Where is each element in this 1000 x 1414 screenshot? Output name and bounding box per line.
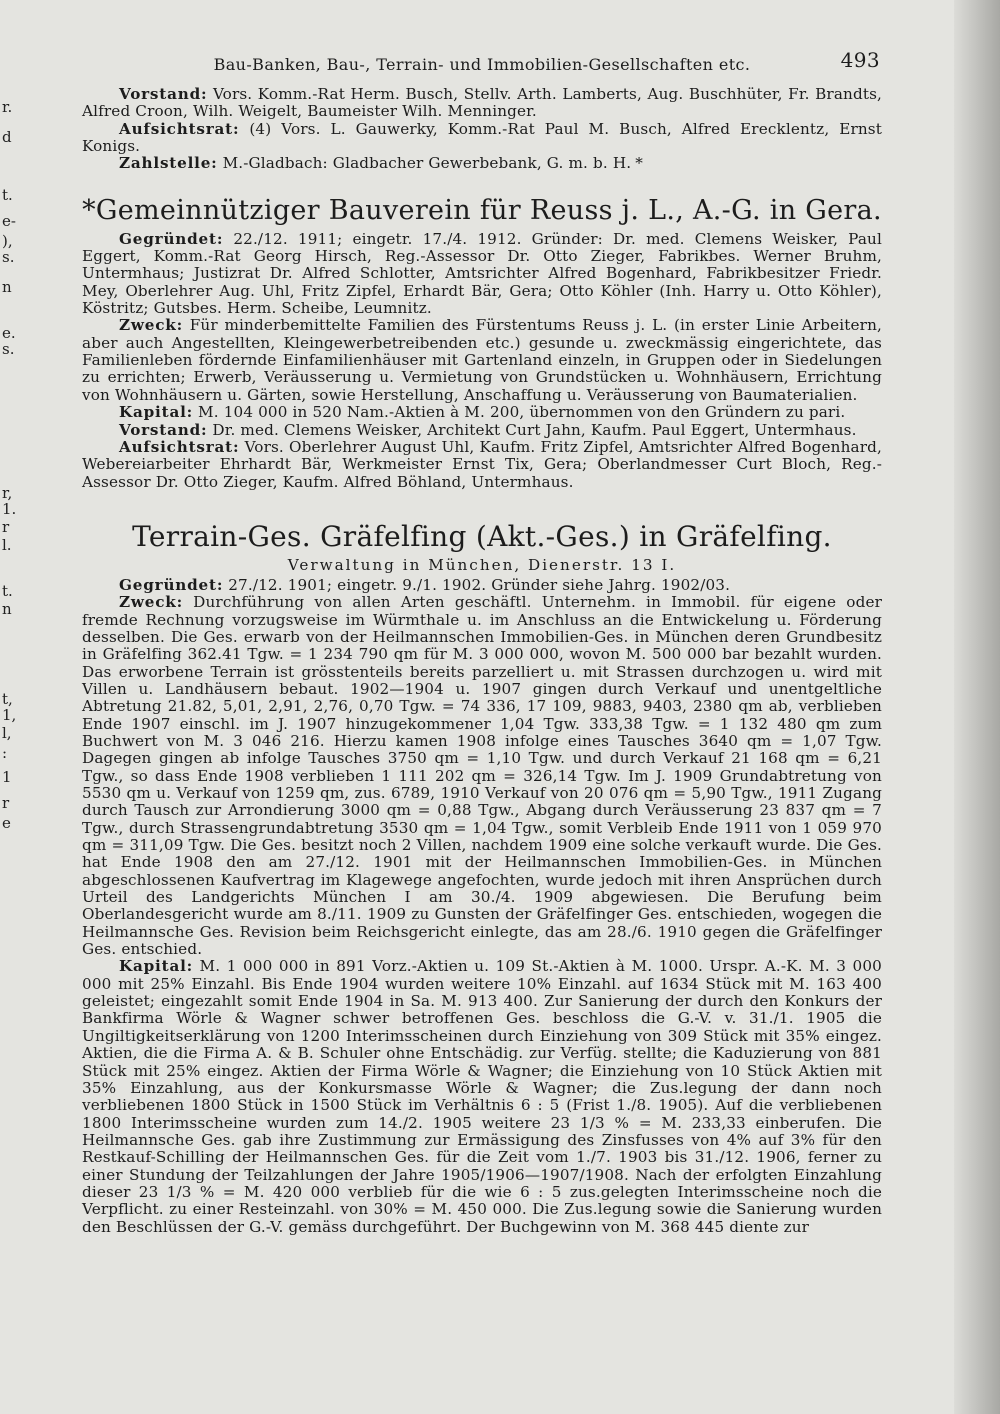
margin-fragment: 1,: [2, 706, 17, 724]
margin-fragment: l.: [2, 536, 12, 554]
entry-gegruendet: [82, 231, 882, 318]
label-zahlstelle: Zahlstelle:: [119, 154, 218, 173]
entry-kapital: [82, 404, 882, 421]
aufsichtsrat-text: Vors. Oberlehrer August Uhl, Kaufm. Fritz Zipfel, Amtsrichter Alfred Bogenhard, Webereiarbeiter Ehrhardt Bär, Werkmeister Ernst Tix, Gera; Oberlandmesser Curt Bloch, Reg.-Assessor Dr. Otto Zieger, Kaufm. Alfred Böhland, Untermhaus.: [82, 437, 883, 491]
margin-fragment: e-: [2, 212, 16, 230]
label-gegruendet: Gegründet:: [119, 575, 224, 594]
margin-fragment: s.: [2, 340, 15, 358]
label-zweck: Zweck:: [119, 593, 184, 612]
company-subheading: Verwaltung in München, Dienerstr. 13 I.: [287, 555, 677, 574]
entry-kapital: [82, 958, 882, 1236]
entry-zweck: [82, 317, 882, 404]
margin-fragment: r,: [2, 484, 13, 502]
margin-fragment: t.: [2, 186, 13, 204]
zahlstelle-mark: *: [635, 154, 643, 173]
running-head-title: Bau-Banken, Bau-, Terrain- und Immobilien-Gesellschaften etc.: [213, 55, 751, 74]
entry-gegruendet: [82, 577, 882, 594]
margin-fragment: t,: [2, 690, 13, 708]
label-aufsichtsrat: Aufsichtsrat:: [119, 119, 240, 138]
zweck-text: Durchführung von allen Arten geschäftl. Unternehm. in Immobil. für eigene oder fremde Rechnung vorzugsweise im Würmthale u. im Anschluss an die Entwickelung u. Förderung desselben. Die Ges. erwarb von der Heilmannschen Immobilien-Ges. in München deren Grundbesitz in Gräfelfing 362.41 Tgw. = 1 234 790 qm für M. 3 000 000, wovon M. 500 000 bar bezahlt wurden. Das erworbene Terrain ist grösstenteils bereits parzelliert u. mit Strassen durchzogen u. wird mit Villen u. Landhäusern bebaut. 1902—1904 u. 1907 gingen durch Verkauf und unentgeltliche Abtretung 21.82, 5,01, 2,91, 2,76, 0,70 Tgw. = 74 336, 17 109, 9883, 9403, 2380 qm ab, verblieben Ende 1907 einschl. im J. 1907 hinzugekommener 1,04 Tgw. 333,38 Tgw. = 1 132 480 qm zum Buchwert von M. 3 046 216. Hierzu kamen 1908 infolge eines Tausches 3640 qm = 1,07 Tgw. Dagegen gingen ab infolge Tausches 3750 qm = 1,10 Tgw. und durch Verkauf 21 168 qm = 6,21 Tgw., so dass Ende 1908 verblieben 1 111 202 qm = 326,14 Tgw. Im J. 1909 Grundabtretung von 5530 qm u. Verkauf von 1259 qm, zus. 6789, 1910 Verkauf von 20 076 qm = 5,90 Tgw., 1911 Zugang durch Tausch zur Arrondierung 3000 qm = 0,88 Tgw., Abgang durch Veräusserung 23 837 qm = 7 Tgw., durch Strassengrundabtretung 3530 qm = 1,04 Tgw., somit Verbleib Ende 1911 von 1 059 970 qm = 311,09 Tgw. Die Ges. besitzt noch 2 Villen, nachdem 1909 eine solche verkauft wurde. Die Ges. hat Ende 1908 den am 27./12. 1901 mit der Heilmannschen Immobilien-Ges. in München abgeschlossenen Kaufvertrag im Klagewege angefochten, wurde jedoch mit ihren Ansprüchen durch Urteil des Landgerichts München I am 30./4. 1909 abgewiesen. Die Berufung beim Oberlandesgericht wurde am 8./11. 1909 zu Gunsten der Gräfelfinger Ges. entschieden, wogegen die Heilmannsche Ges. Revision beim Reichsgericht einlegte, das am 28./6. 1910 gegen die Gräfelfinger Ges. entschied.: [82, 593, 882, 959]
entry-zahlstelle: [82, 155, 882, 172]
label-gegruendet: Gegründet:: [119, 229, 224, 248]
company-heading-gera: *Gemeinnütziger Bauverein für Reuss j. L., A.-G. in Gera.: [82, 194, 882, 226]
margin-fragment: 1: [2, 768, 12, 786]
entry-aufsichtsrat: [82, 439, 882, 491]
margin-fragment: n: [2, 600, 12, 618]
margin-fragment: r: [2, 518, 10, 536]
kapital-text: M. 1 000 000 in 891 Vorz.-Aktien u. 109 St.-Aktien à M. 1000. Urspr. A.-K. M. 3 000 000 mit 25% Einzahl. Bis Ende 1904 wurden weitere 10% Einzahl. auf 1634 Stück mit M. 163 400 geleistet; eingezahlt somit Ende 1904 in Sa. M. 913 400. Zur Sanierung der durch den Konkurs der Bankfirma Wörle & Wagner schwer betroffenen Ges. beschloss die G.-V. v. 31./1. 1905 die Ungiltigkeitserklärung von 1200 Interimsscheinen durch Einziehung von 309 Stück mit 35% eingez. Aktien, die die Firma A. & B. Schuler ohne Entschädig. zur Verfüg. stellte; die Kaduzierung von 881 Stück mit 25% eingez. Aktien der Firma Wörle & Wagner; die Einziehung von 10 Stück Aktien mit 35% Einzahlung, aus der Konkursmasse Wörle & Wagner; die Zus.legung der dann noch verbliebenen 1800 Stück in 1500 Stück im Verhältnis 6 : 5 (Frist 1./8. 1905). Auf die verbliebenen 1800 Interimsscheine wurden zum 14./2. 1905 weitere 23 1/3 % = M. 233,33 einberufen. Die Heilmannsche Ges. gab ihre Zustimmung zur Ermässigung des Zinsfusses von 4% auf 3% für den Restkauf-Schilling der Heilmannschen Ges. für die Zeit vom 1./7. 1903 bis 31./12. 1906, ferner zu einer Stundung der Teilzahlungen der Jahre 1905/1906—1907/1908. Nach der erfolgten Einzahlung dieser 23 1/3 % = M. 420 000 verblieb für die wie 6 : 5 zus.gelegten Interimsscheine noch die Verpflicht. zu einer Resteinzahl. von 30% = M. 450 000. Die Zus.legung sowie die Sanierung wurden den Beschlüssen der G.-V. gemäss durchgeführt. Der Buchgewinn von M. 368 445 diente zur: [82, 957, 882, 1236]
document-page: [82, 50, 882, 1236]
margin-fragment: e.: [2, 324, 16, 342]
gegruendet-text: 22./12. 1911; eingetr. 17./4. 1912. Gründer: Dr. med. Clemens Weisker, Paul Eggert, Komm.-Rat Georg Hirsch, Reg.-Assessor Dr. Otto Zieger, Fabrikbes. Werner Bruhm, Untermhaus; Justizrat Dr. Alfred Schlotter, Amtsrichter Alfred Bogenhard, Fabrikbesitzer Friedr. Mey, Oberlehrer Aug. Uhl, Fritz Zipfel, Erhardt Bär, Gera; Otto Köhler (Inh. Harry u. Otto Köhler), Köstritz; Gutsbes. Herm. Scheibe, Leumnitz.: [82, 229, 882, 318]
margin-fragment: l,: [2, 724, 12, 742]
label-vorstand: Vorstand:: [119, 420, 208, 439]
margin-fragment: r.: [2, 98, 13, 116]
margin-fragment: :: [2, 744, 8, 762]
label-aufsichtsrat: Aufsichtsrat:: [119, 437, 240, 456]
aufsichtsrat-text: (4) Vors. L. Gauwerky, Komm.-Rat Paul M. Busch, Alfred Erecklentz, Ernst Konigs.: [82, 119, 883, 156]
left-margin-fragments: [0, 0, 17, 1414]
label-zweck: Zweck:: [119, 316, 184, 335]
kapital-text: M. 104 000 in 520 Nam.-Aktien à M. 200, übernommen von den Gründern zu pari.: [198, 403, 846, 422]
entry-zweck: [82, 594, 882, 958]
gegruendet-text: 27./12. 1901; eingetr. 9./1. 1902. Gründer siehe Jahrg. 1902/03.: [228, 575, 731, 594]
margin-fragment: n: [2, 278, 12, 296]
margin-fragment: e: [2, 814, 11, 832]
zahlstelle-text: M.-Gladbach: Gladbacher Gewerbebank, G. m. b. H.: [222, 154, 632, 173]
label-kapital: Kapital:: [119, 957, 194, 976]
vorstand-text: Dr. med. Clemens Weisker, Architekt Curt Jahn, Kaufm. Paul Eggert, Untermhaus.: [212, 420, 857, 439]
margin-fragment: 1.: [2, 500, 17, 518]
margin-fragment: ),: [2, 232, 13, 250]
margin-fragment: d: [2, 128, 12, 146]
label-kapital: Kapital:: [119, 403, 194, 422]
margin-fragment: t.: [2, 582, 13, 600]
page-number: 493: [840, 48, 880, 72]
entry-aufsichtsrat: [82, 121, 882, 156]
running-head: [82, 50, 882, 86]
zweck-text: Für minderbemittelte Familien des Fürstentums Reuss j. L. (in erster Linie Arbeitern, aber auch Angestellten, Kleingewerbetreibenden etc.) gesunde u. zweckmässig eingerichtete, das Familienleben fördernde Einfamilienhäuser mit Gartenland einzeln, in Gruppen oder in Siedelungen zu errichten; Erwerb, Veräusserung u. Vermietung von Grundstücken u. Wohnhäusern, Errichtung von Wohnhäusern u. Gärten, sowie Herstellung, Anschaffung u. Veräusserung von Baumaterialien.: [82, 316, 882, 404]
page-edge-shadow: [954, 0, 1000, 1414]
margin-fragment: r: [2, 794, 10, 812]
label-vorstand: Vorstand:: [119, 85, 208, 103]
margin-fragment: s.: [2, 248, 15, 266]
entry-vorstand: [82, 86, 882, 121]
company-heading-graefelfing: Terrain-Ges. Gräfelfing (Akt.-Ges.) in Gräfelfing.: [132, 519, 832, 553]
vorstand-text: Vors. Komm.-Rat Herm. Busch, Stellv. Arth. Lamberts, Aug. Buschhüter, Fr. Brandts, Alfred Croon, Wilh. Weigelt, Baumeister Wilh. Menninger.: [82, 85, 882, 121]
entry-vorstand: [82, 422, 882, 439]
